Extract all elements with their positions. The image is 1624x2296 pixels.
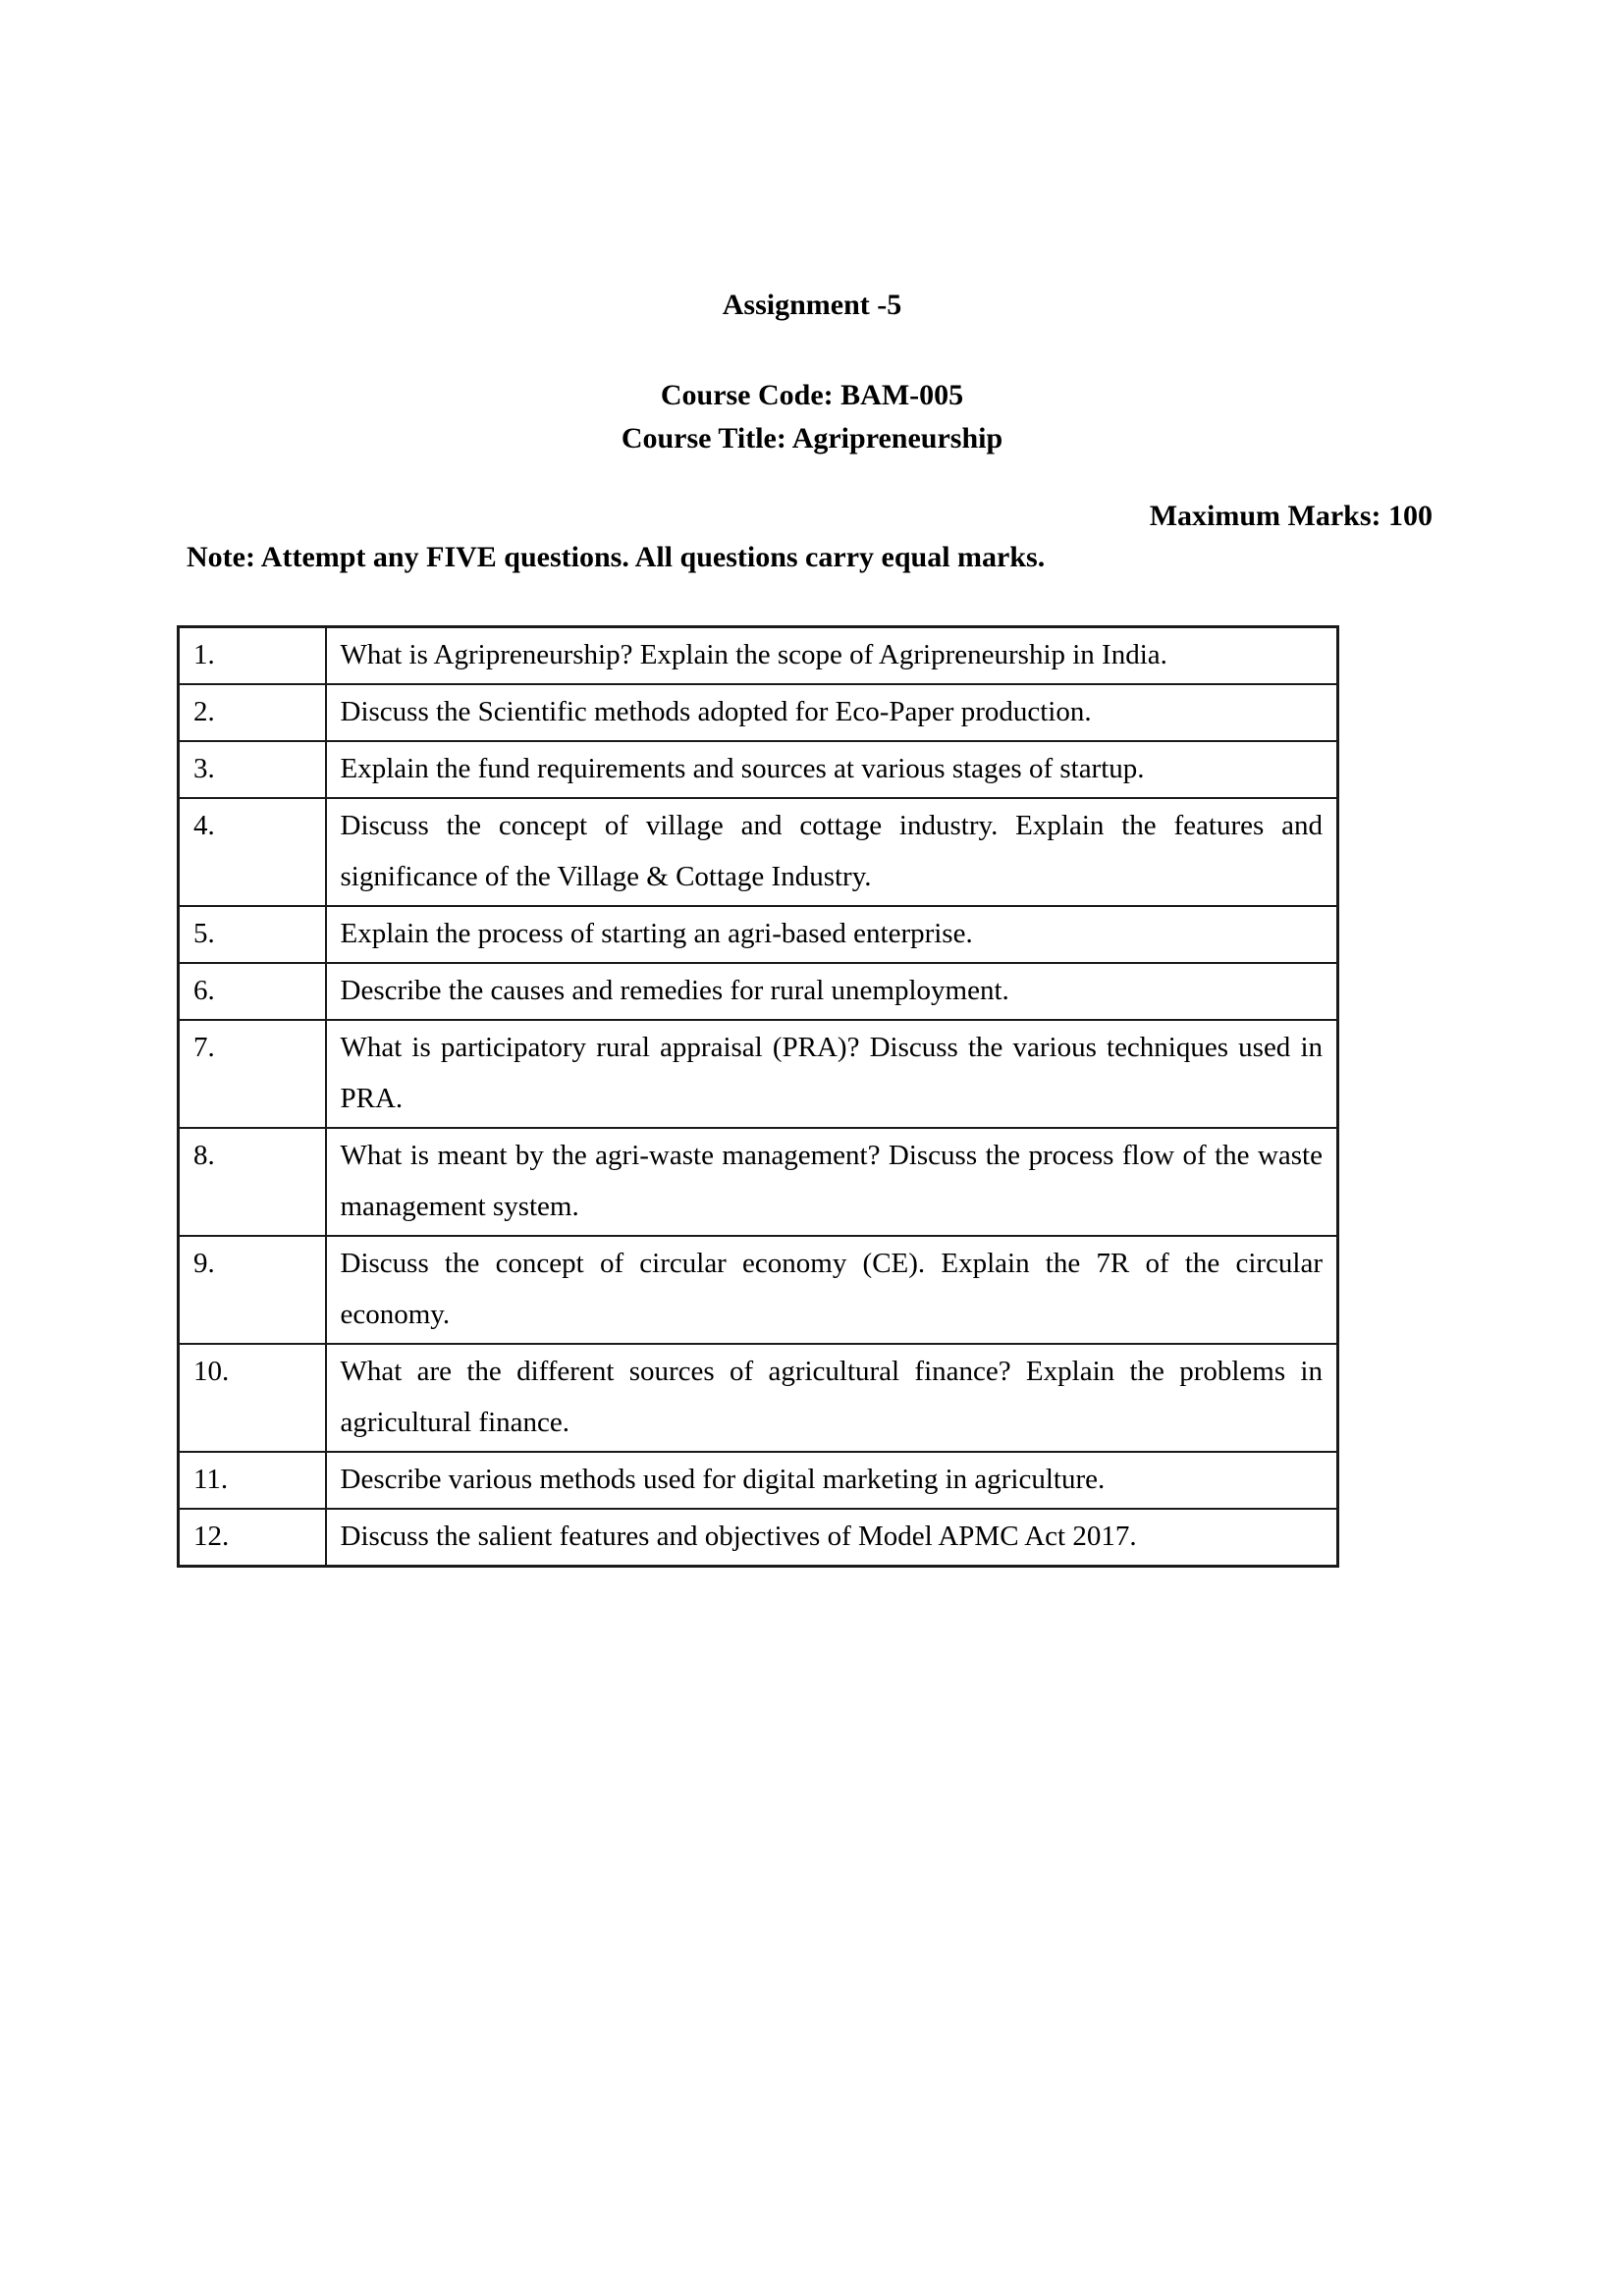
question-number: 9. [179, 1236, 326, 1344]
question-row [179, 1509, 1338, 1567]
course-title: Course Title: Agripreneurship [621, 422, 1003, 454]
question-text: What is participatory rural appraisal (PRA)? Discuss the various techniques used in PRA. [326, 1020, 1338, 1128]
question-row [179, 798, 1338, 906]
question-row [179, 1452, 1338, 1509]
question-number: 7. [179, 1020, 326, 1128]
question-row [179, 1020, 1338, 1128]
course-header [0, 374, 1624, 460]
question-number: 5. [179, 906, 326, 963]
question-row [179, 1344, 1338, 1452]
question-row [179, 963, 1338, 1020]
question-row [179, 1128, 1338, 1236]
question-number: 11. [179, 1452, 326, 1509]
question-text: Discuss the concept of circular economy (CE). Explain the 7R of the circular economy. [326, 1236, 1338, 1344]
question-text: Discuss the Scientific methods adopted for Eco-Paper production. [326, 684, 1338, 741]
question-number: 2. [179, 684, 326, 741]
question-number: 3. [179, 741, 326, 798]
question-text: Explain the fund requirements and sources at various stages of startup. [326, 741, 1338, 798]
question-row [179, 627, 1338, 685]
question-text: Discuss the salient features and objectives of Model APMC Act 2017. [326, 1509, 1338, 1567]
page-title: Assignment -5 [722, 289, 902, 321]
question-number: 6. [179, 963, 326, 1020]
question-number: 4. [179, 798, 326, 906]
question-row [179, 741, 1338, 798]
question-number: 1. [179, 627, 326, 685]
question-text: What is Agripreneurship? Explain the scope of Agripreneurship in India. [326, 627, 1338, 685]
question-text: What is meant by the agri-waste management? Discuss the process flow of the waste management system. [326, 1128, 1338, 1236]
question-number: 12. [179, 1509, 326, 1567]
question-text: Discuss the concept of village and cottage industry. Explain the features and significance of the Village & Cottage Industry. [326, 798, 1338, 906]
question-text: What are the different sources of agricultural finance? Explain the problems in agricultural finance. [326, 1344, 1338, 1452]
maximum-marks: Maximum Marks: 100 [1149, 500, 1433, 532]
question-row [179, 684, 1338, 741]
instructions-note: Note: Attempt any FIVE questions. All questions carry equal marks. [187, 541, 1046, 573]
question-text: Describe various methods used for digital marketing in agriculture. [326, 1452, 1338, 1509]
question-number: 10. [179, 1344, 326, 1452]
question-text: Explain the process of starting an agri-based enterprise. [326, 906, 1338, 963]
question-row [179, 1236, 1338, 1344]
question-number: 8. [179, 1128, 326, 1236]
course-code: Course Code: BAM-005 [660, 379, 964, 411]
question-row [179, 906, 1338, 963]
question-text: Describe the causes and remedies for rural unemployment. [326, 963, 1338, 1020]
questions-table [177, 625, 1339, 1568]
